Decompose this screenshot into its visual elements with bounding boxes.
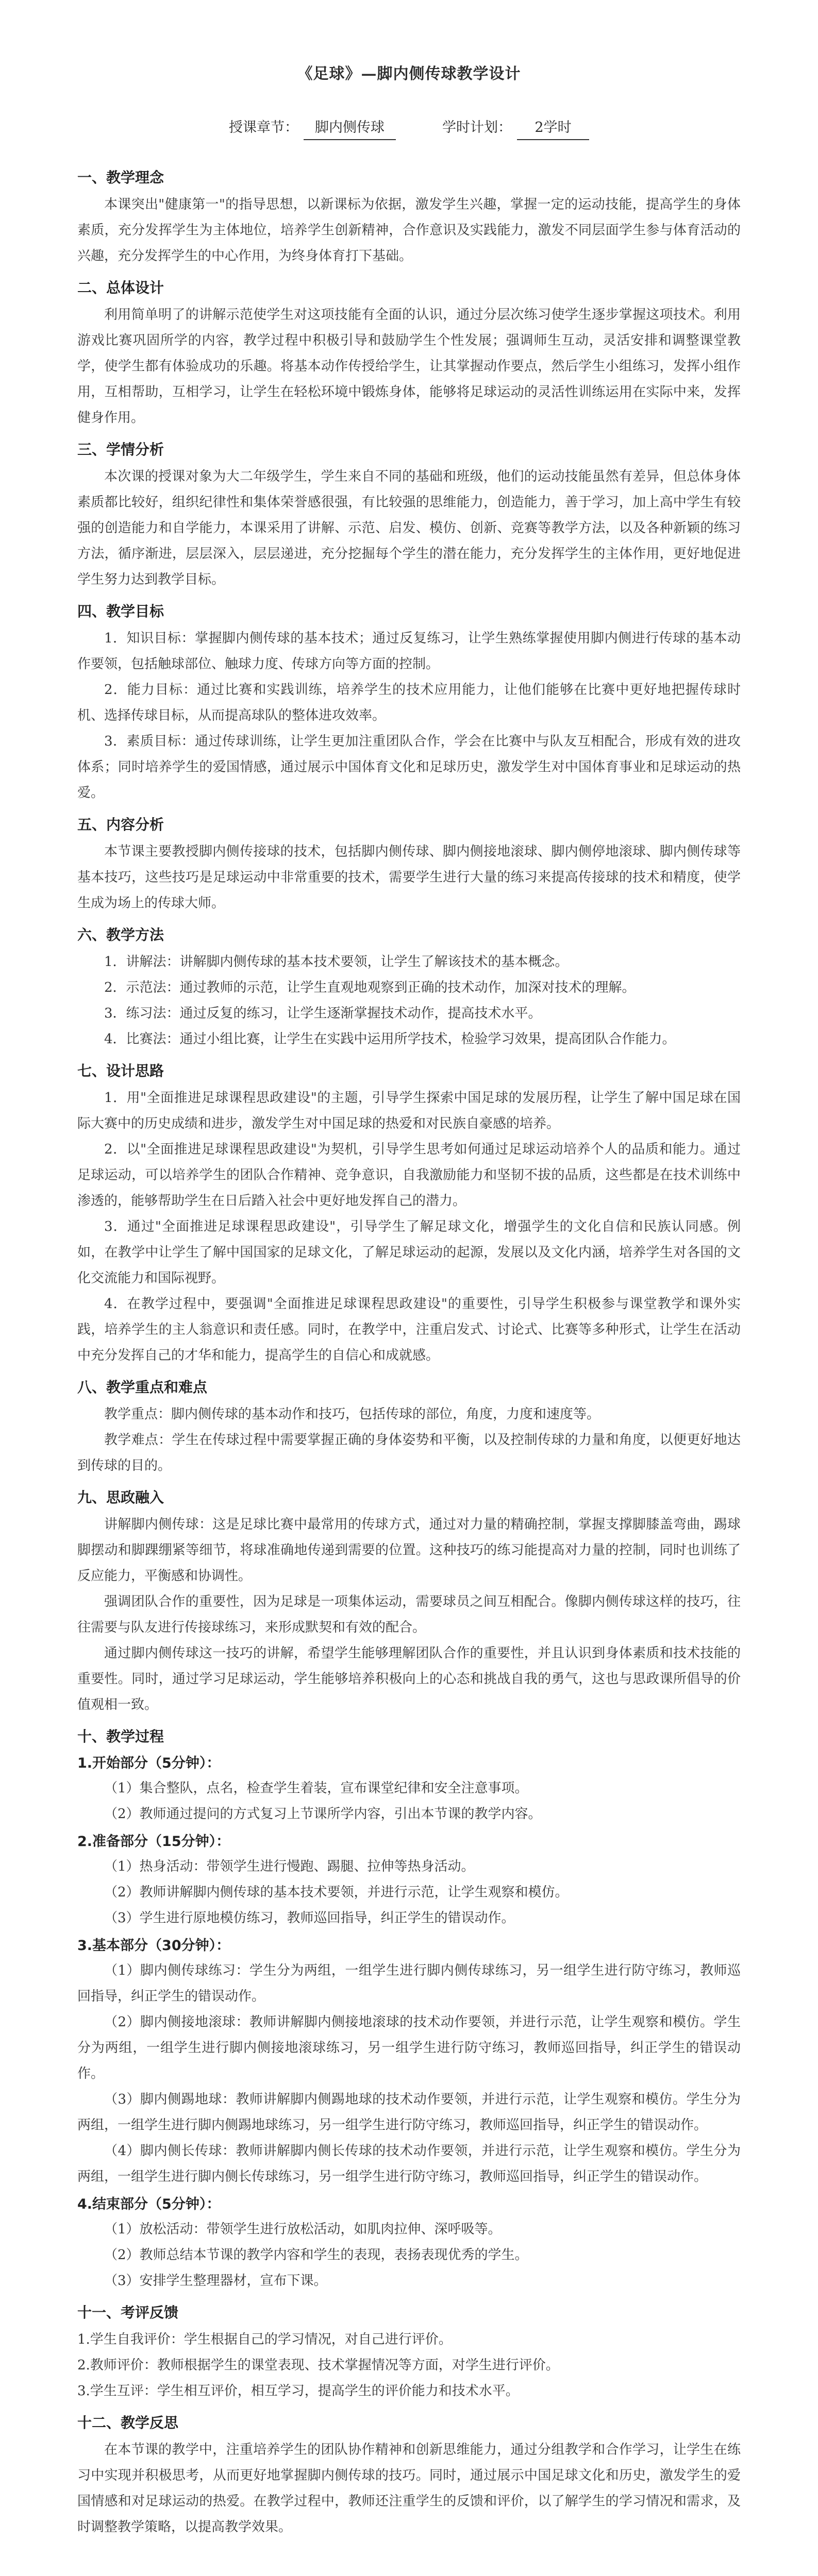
method-item: 4．比赛法：通过小组比赛，让学生在实践中运用所学技术，检验学习效果，提高团队合作能力。: [104, 1031, 676, 1047]
process-step: （2）教师总结本节课的教学内容和学生的表现，表扬表现优秀的学生。: [104, 2247, 528, 2263]
course-meta: [77, 116, 741, 140]
method-item: 1．讲解法：讲解脚内侧传球的基本技术要领，让学生了解该技术的基本概念。: [104, 954, 569, 970]
section-heading-teaching-process: 十、教学过程: [77, 1728, 164, 1745]
section-heading-teaching-goals: 四、教学目标: [77, 603, 164, 620]
process-step: （2）教师通过提问的方式复习上节课所学内容，引出本节课的教学内容。: [104, 1806, 542, 1822]
paragraph: 本节课主要教授脚内侧传接球的技术，包括脚内侧传球、脚内侧接地滚球、脚内侧停地滚球、脚内侧传球等基本技巧，这些技巧是足球运动中非常重要的技术，需要学生进行大量的练习来提高传接球的技术和精度，使学生成为场上的传球大师。: [77, 844, 741, 911]
section-heading-key-points: 八、教学重点和难点: [77, 1379, 208, 1396]
assessment-item: 1.学生自我评价：学生根据自己的学习情况，对自己进行评价。: [77, 2332, 452, 2347]
goal-item: 2．能力目标：通过比赛和实践训练，培养学生的技术应用能力，让他们能够在比赛中更好地把握传球时机、选择传球目标，从而提高球队的整体进攻效率。: [77, 682, 741, 723]
paragraph: 教学重点：脚内侧传球的基本动作和技巧，包括传球的部位，角度，力度和速度等。: [104, 1406, 600, 1422]
process-step: （1）放松活动：带领学生进行放松活动，如肌肉拉伸、深呼吸等。: [104, 2222, 502, 2237]
hours-value: 2学时: [517, 116, 589, 140]
paragraph: 利用简单明了的讲解示范使学生对这项技能有全面的认识，通过分层次练习使学生逐步掌握这项技术。利用游戏比赛巩固所学的内容，教学过程中积极引导和鼓励学生个性发展；强调师生互动，灵活安排和调整课堂教学，使学生都有体验成功的乐趣。将基本动作传授给学生，让其掌握动作要点，然后学生小组练习，发挥小组作用，互相帮助，互相学习，让学生在轻松环境中锻炼身体，能够将足球运动的灵活性训练运用在实际中来，发挥健身作用。: [77, 307, 741, 426]
section-heading-learner-analysis: 三、学情分析: [77, 441, 164, 458]
method-item: 2．示范法：通过教师的示范，让学生直观地观察到正确的技术动作，加深对技术的理解。: [104, 980, 636, 995]
section-heading-teaching-philosophy: 一、教学理念: [77, 169, 164, 186]
assessment-item: 2.教师评价：教师根据学生的课堂表现、技术掌握情况等方面，对学生进行评价。: [77, 2358, 559, 2373]
section-heading-design-ideas: 七、设计思路: [77, 1062, 164, 1079]
section-heading-teaching-methods: 六、教学方法: [77, 926, 164, 943]
process-step: （1）脚内侧传球练习：学生分为两组，一组学生进行脚内侧传球练习，另一组学生进行防守练习，教师巡回指导，纠正学生的错误动作。: [77, 1963, 741, 2004]
design-item: 1．用"全面推进足球课程思政建设"的主题，引导学生探索中国足球的发展历程，让学生了解中国足球在国际大赛中的历史成绩和进步，激发学生对中国足球的热爱和对民族自豪感的培养。: [77, 1090, 741, 1131]
process-part-title: 4.结束部分（5分钟）：: [77, 2196, 221, 2212]
section-heading-content-analysis: 五、内容分析: [77, 816, 164, 833]
section-heading-overall-design: 二、总体设计: [77, 279, 164, 296]
section-heading-assessment-feedback: 十一、考评反馈: [77, 2304, 179, 2321]
goal-item: 1．知识目标：掌握脚内侧传球的基本技术；通过反复练习，让学生熟练掌握使用脚内侧进行传球的基本动作要领，包括触球部位、触球力度、传球方向等方面的控制。: [77, 631, 741, 672]
section-heading-ideological-integration: 九、思政融入: [77, 1489, 164, 1506]
document-title: 《足球》—脚内侧传球教学设计: [297, 65, 521, 83]
process-step: （3）学生进行原地模仿练习，教师巡回指导，纠正学生的错误动作。: [104, 1910, 515, 1926]
hours-label: 学时计划：: [442, 120, 512, 135]
process-step: （2）脚内侧接地滚球：教师讲解脚内侧接地滚球的技术动作要领，并进行示范，让学生观察和模仿。学生分为两组，一组学生进行脚内侧接地滚球练习，另一组学生进行防守练习，教师巡回指导，纠正学生的错误动作。: [77, 2014, 741, 2081]
method-item: 3．练习法：通过反复的练习，让学生逐渐掌握技术动作，提高技术水平。: [104, 1006, 542, 1021]
paragraph: 在本节课的教学中，注重培养学生的团队协作精神和创新思维能力，通过分组教学和合作学习，让学生在练习中实现并积极思考，从而更好地掌握脚内侧传球的技巧。同时，通过展示中国足球文化和历史，激发学生的爱国情感和对足球运动的热爱。在教学过程中，教师还注重学生的反馈和评价，以了解学生的学习情况和需求，及时调整教学策略，以提高教学效果。: [77, 2442, 741, 2535]
paragraph: 强调团队合作的重要性，因为足球是一项集体运动，需要球员之间互相配合。像脚内侧传球这样的技巧，往往需要与队友进行传接球练习，来形成默契和有效的配合。: [77, 1594, 741, 1635]
paragraph: 通过脚内侧传球这一技巧的讲解，希望学生能够理解团队合作的重要性，并且认识到身体素质和技术技能的重要性。同时，通过学习足球运动，学生能够培养积极向上的心态和挑战自我的勇气，这也与思政课所倡导的价值观相一致。: [77, 1646, 741, 1713]
chapter-value: 脚内侧传球: [304, 116, 396, 140]
design-item: 4．在教学过程中，要强调"全面推进足球课程思政建设"的重要性，引导学生积极参与课堂教学和课外实践，培养学生的主人翁意识和责任感。同时，在教学中，注重启发式、讨论式、比赛等多种形式，让学生在活动中充分发挥自己的才华和能力，提高学生的自信心和成就感。: [77, 1296, 741, 1363]
paragraph: 本课突出"健康第一"的指导思想，以新课标为依据，激发学生兴趣，掌握一定的运动技能，提高学生的身体素质，充分发挥学生为主体地位，培养学生创新精神，合作意识及实践能力，激发不同层面学生参与体育活动的兴趣，充分发挥学生的中心作用，为终身体育打下基础。: [77, 197, 741, 264]
process-step: （2）教师讲解脚内侧传球的基本技术要领，并进行示范，让学生观察和模仿。: [104, 1885, 569, 1900]
process-step: （1）热身活动：带领学生进行慢跑、踢腿、拉伸等热身活动。: [104, 1859, 475, 1874]
process-step: （3）安排学生整理器材，宣布下课。: [104, 2273, 327, 2289]
process-step: （1）集合整队，点名，检查学生着装，宣布课堂纪律和安全注意事项。: [104, 1781, 528, 1796]
design-item: 2．以"全面推进足球课程思政建设"为契机，引导学生思考如何通过足球运动培养个人的品质和能力。通过足球运动，可以培养学生的团队合作精神、竞争意识，自我激励能力和坚韧不拔的品质，这些都是在技术训练中渗透的，能够帮助学生在日后踏入社会中更好地发挥自己的潜力。: [77, 1142, 741, 1209]
section-heading-teaching-reflection: 十二、教学反思: [77, 2414, 179, 2431]
goal-item: 3．素质目标：通过传球训练，让学生更加注重团队合作，学会在比赛中与队友互相配合，形成有效的进攻体系；同时培养学生的爱国情感，通过展示中国体育文化和足球历史，激发学生对中国体育事业和足球运动的热爱。: [77, 734, 741, 801]
assessment-item: 3.学生互评：学生相互评价，相互学习，提高学生的评价能力和技术水平。: [77, 2383, 519, 2399]
paragraph: 本次课的授课对象为大二年级学生，学生来自不同的基础和班级，他们的运动技能虽然有差异，但总体身体素质都比较好，组织纪律性和集体荣誉感很强，有比较强的思维能力，创造能力，善于学习，加上高中学生有较强的创造能力和自学能力，本课采用了讲解、示范、启发、模仿、创新、竞赛等教学方法，以及各种新颖的练习方法，循序渐进，层层深入，层层递进，充分挖掘每个学生的潜在能力，充分发挥学生的主体作用，更好地促进学生努力达到教学目标。: [77, 469, 741, 587]
process-part-title: 2.准备部分（15分钟）：: [77, 1834, 230, 1850]
paragraph: 教学难点：学生在传球过程中需要掌握正确的身体姿势和平衡，以及控制传球的力量和角度，以便更好地达到传球的目的。: [77, 1432, 741, 1473]
paragraph: 讲解脚内侧传球：这是足球比赛中最常用的传球方式，通过对力量的精确控制，掌握支撑脚膝盖弯曲，踢球脚摆动和脚踝绷紧等细节，将球准确地传递到需要的位置。这种技巧的练习能提高对力量的控制，同时也训练了反应能力，平衡感和协调性。: [77, 1517, 741, 1584]
chapter-label: 授课章节：: [229, 120, 298, 135]
design-item: 3．通过"全面推进足球课程思政建设"，引导学生了解足球文化，增强学生的文化自信和民族认同感。例如，在教学中让学生了解中国国家的足球文化，了解足球运动的起源，发展以及文化内涵，培养学生对各国的文化交流能力和国际视野。: [77, 1219, 741, 1286]
process-part-title: 1.开始部分（5分钟）：: [77, 1755, 221, 1771]
process-step: （3）脚内侧踢地球：教师讲解脚内侧踢地球的技术动作要领，并进行示范，让学生观察和模仿。学生分为两组，一组学生进行脚内侧踢地球练习，另一组学生进行防守练习，教师巡回指导，纠正学生的错误动作。: [77, 2092, 741, 2133]
process-part-title: 3.基本部分（30分钟）：: [77, 1938, 230, 1954]
process-step: （4）脚内侧长传球：教师讲解脚内侧长传球的技术动作要领，并进行示范，让学生观察和模仿。学生分为两组，一组学生进行脚内侧长传球练习，另一组学生进行防守练习，教师巡回指导，纠正学生的错误动作。: [77, 2143, 741, 2184]
